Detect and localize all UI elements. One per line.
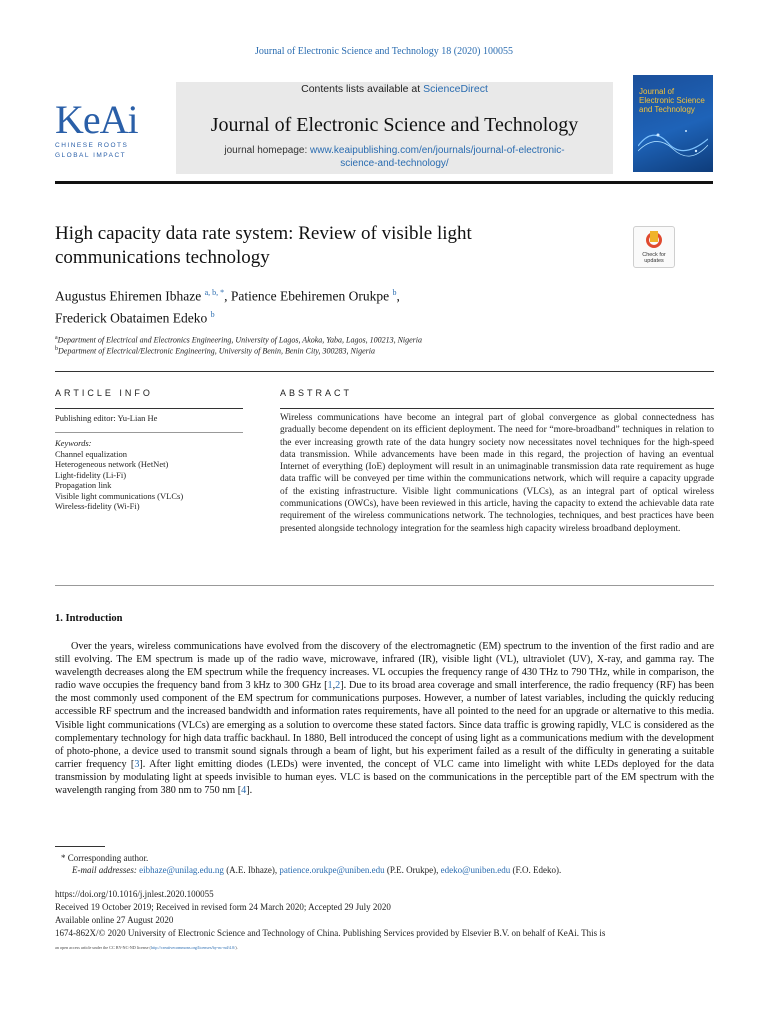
introduction-paragraph xyxy=(55,640,714,797)
check-updates-line2: updates xyxy=(644,258,664,264)
journal-homepage xyxy=(176,144,613,170)
journal-title: Journal of Electronic Science and Technology xyxy=(210,114,579,136)
homepage-label: journal homepage: xyxy=(224,145,311,156)
contents-line xyxy=(176,82,613,96)
footnote-divider xyxy=(55,846,105,847)
keyword-item: Wireless-fidelity (Wi-Fi) xyxy=(55,501,140,511)
check-for-updates-button[interactable] xyxy=(633,226,675,268)
keyword-item: Heterogeneous network (HetNet) xyxy=(55,459,169,469)
author-list xyxy=(55,284,615,327)
doi-link[interactable]: https://doi.org/10.1016/j.jnlest.2020.100055 xyxy=(55,889,214,899)
journal-banner xyxy=(176,82,613,174)
keyword-item: Propagation link xyxy=(55,480,112,490)
logo-tagline-2: GLOBAL IMPACT xyxy=(55,152,127,159)
abstract-heading: ABSTRACT xyxy=(280,388,353,398)
copyright-line: 1674-862X/© 2020 University of Electronic Science and Technology of China. Publishing Services provided by Elsevier B.V. on behalf of KeAi. This is xyxy=(55,928,606,938)
contents-prefix: Contents lists available at xyxy=(301,83,424,95)
keywords-block xyxy=(55,438,245,512)
corresponding-author-note: * Corresponding author. xyxy=(61,853,149,863)
title-line-1: High capacity data rate system: Review of visible light xyxy=(55,223,472,244)
abstract-text: Wireless communications have become an integral part of global convergence as global connectedness has gradually become dependent on its efficient deployment. The need for “more-broadband” techniques in relation to the ever increasing growth rate of the data hungry society now necessitates novel techniques for the high-speed data transmission. While advancements have been made in this regard, the projection of having an eventual Internet of everything (IoE) deployment will result in an unimaginable transmission data rate requirement as huge data traffic will be conveyed per time within the communications network, which will require a capacity upgrade of the existing infrastructure. Visible light communications (VLCs), as an integral part of optical wireless communications (OWCs), have been reviewed in this article, having the capacity to extend the achievable data rate requirement of the wireless communications network. The technologies, techniques, and best practices have been presented alongside technology integration for the seamless high capacity wireless broadband deployment. xyxy=(280,413,714,534)
abstract-rule xyxy=(280,408,714,409)
author-ibhaze[interactable]: Augustus Ehiremen Ibhaze xyxy=(55,288,202,304)
keyword-item: Light-fidelity (Li-Fi) xyxy=(55,469,127,480)
citation-1[interactable]: 1 xyxy=(327,680,333,692)
sciencedirect-link[interactable]: ScienceDirect xyxy=(423,83,488,95)
author-sep: , xyxy=(396,288,400,304)
affiliation-b xyxy=(55,344,655,357)
introduction-heading: 1. Introduction xyxy=(55,613,123,624)
citation-sep: , xyxy=(332,680,336,692)
keyword-item: Visible light communications (VLCs) xyxy=(55,490,184,501)
logo-tagline-1: CHINESE ROOTS xyxy=(55,142,129,149)
keai-logo[interactable] xyxy=(55,97,165,160)
author-orukpe[interactable]: , Patience Ebehiremen Orukpe xyxy=(224,288,390,304)
intro-text-b: ]. Due to its broad area coverage and small interference, the radio frequency (RF) has been the most commonly used component of the EM spectrum for communications purposes. However, a number of latest variables, including the quickly reducing accessible RF spectrum and the increased bandwidth and information rates requirements, have all pointed to the need for an upgrade or alternative to this media. Visible light communications (VLCs) are emerging as a solution to overcome these stated factors. Since data traffic is growing rapidly, VLC is considered as the complementary technology for high data traffic backhaul. In 1880, Bell introduced the concept of using light as a communications medium with the development of photo-phone, a device used to transmit sound signals through a beam of light, but his experiment failed as a result of the difficulty in generating a suitable carrier frequency [ xyxy=(55,680,714,770)
available-online-date: Available online 27 August 2020 xyxy=(55,915,174,925)
email-orukpe-who: (P.E. Orukpe), xyxy=(384,865,441,875)
citation-4[interactable]: 4 xyxy=(241,785,247,797)
license-suffix: ). xyxy=(235,945,238,950)
metadata-divider xyxy=(55,371,714,372)
intro-text-a: Over the years, wireless communications have evolved from the discovery of the electromagnetic (EM) spectrum to the invention of the first radio and are still evolving. The EM spectrum is made up of the radio wave, microwave, infrared (IR), visible light (VL), ultraviolet (UV), X-ray, and gamma ray. The wavelength decreases along the EM spectrum while the frequency increases. VL occupies the frequency range of 430 THz to 790 THz, while in comparison, the radio wave occupies the frequency band from 3 kHz to 300 GHz [ xyxy=(55,641,714,692)
received-dates: Received 19 October 2019; Received in revised form 24 March 2020; Accepted 29 July 2020 xyxy=(55,902,391,912)
keyword-item: Channel equalization xyxy=(55,448,127,459)
email-edeko-who: (F.O. Edeko). xyxy=(510,865,562,875)
cover-wave-graphic xyxy=(638,121,708,161)
email-orukpe-link[interactable]: patience.orukpe@uniben.edu xyxy=(279,865,385,875)
email-label: E-mail addresses: xyxy=(72,865,140,875)
publishing-editor: Publishing editor: Yu-Lian He xyxy=(55,413,158,423)
affil-a-text: Department of Electrical and Electronics Engineering, University of Lagos, Akoka, Yaba, Lagos, 100213, Nigeria xyxy=(57,335,423,345)
header-divider xyxy=(55,181,713,184)
email-edeko-link[interactable]: edeko@uniben.edu xyxy=(440,865,511,875)
author-edeko[interactable]: Frederick Obataimen Edeko xyxy=(55,310,208,325)
intro-text-c: ]. After light emitting diodes (LEDs) were invented, the concept of VLC came into limelight with white LEDs deployed for the data transmission by modulating light at speeds invisible to human eyes. VLC is based on the communications in the perceptible part of the EM spectrum with the wavelength ranging from 380 nm to 750 nm [ xyxy=(55,758,714,797)
check-updates-line1: Check for xyxy=(642,252,666,258)
intro-text-d: ]. xyxy=(246,785,253,797)
abstract-bottom-rule xyxy=(55,585,714,586)
keywords-heading: Keywords: xyxy=(55,438,92,448)
journal-cover-image[interactable] xyxy=(633,75,713,172)
email-addresses xyxy=(72,865,731,876)
editor-rule xyxy=(55,432,243,433)
license-link[interactable]: http://creativecommons.org/licenses/by-nc-nd/4.0/ xyxy=(150,945,236,950)
affil-b-text: Department of Electrical/Electronic Engineering, University of Benin, Benin City, 300283, Nigeria xyxy=(58,346,375,356)
author-ibhaze-affil[interactable]: a, b, * xyxy=(204,288,225,297)
affil-a-marker: a xyxy=(55,335,58,341)
email-ibhaze-who: (A.E. Ibhaze), xyxy=(223,865,280,875)
check-updates-label xyxy=(634,252,674,264)
bookmark-icon xyxy=(650,231,658,242)
author-orukpe-affil[interactable]: b xyxy=(392,288,397,297)
homepage-link-2[interactable]: science-and-technology/ xyxy=(340,158,449,169)
author-edeko-affil[interactable]: b xyxy=(210,309,215,319)
citation-3[interactable]: 3 xyxy=(134,758,140,770)
citation-2[interactable]: 2 xyxy=(335,680,341,692)
title-line-2: communications technology xyxy=(55,247,270,268)
homepage-link-1[interactable]: www.keaipublishing.com/en/journals/journal-of-electronic- xyxy=(310,145,565,156)
cover-title: Journal of Electronic Science and Technology xyxy=(639,87,705,114)
affil-b-marker: b xyxy=(55,346,58,352)
article-info-heading: ARTICLE INFO xyxy=(55,388,153,398)
journal-citation-header[interactable]: Journal of Electronic Science and Technology 18 (2020) 100055 xyxy=(255,46,513,57)
article-title xyxy=(55,222,615,270)
license-line xyxy=(55,945,714,951)
keai-wordmark: KeAi xyxy=(55,97,138,142)
email-ibhaze-link[interactable]: eibhaze@unilag.edu.ng xyxy=(139,865,224,875)
article-info-rule xyxy=(55,408,243,409)
license-prefix: an open access article under the CC BY-NC-ND license ( xyxy=(55,945,151,950)
